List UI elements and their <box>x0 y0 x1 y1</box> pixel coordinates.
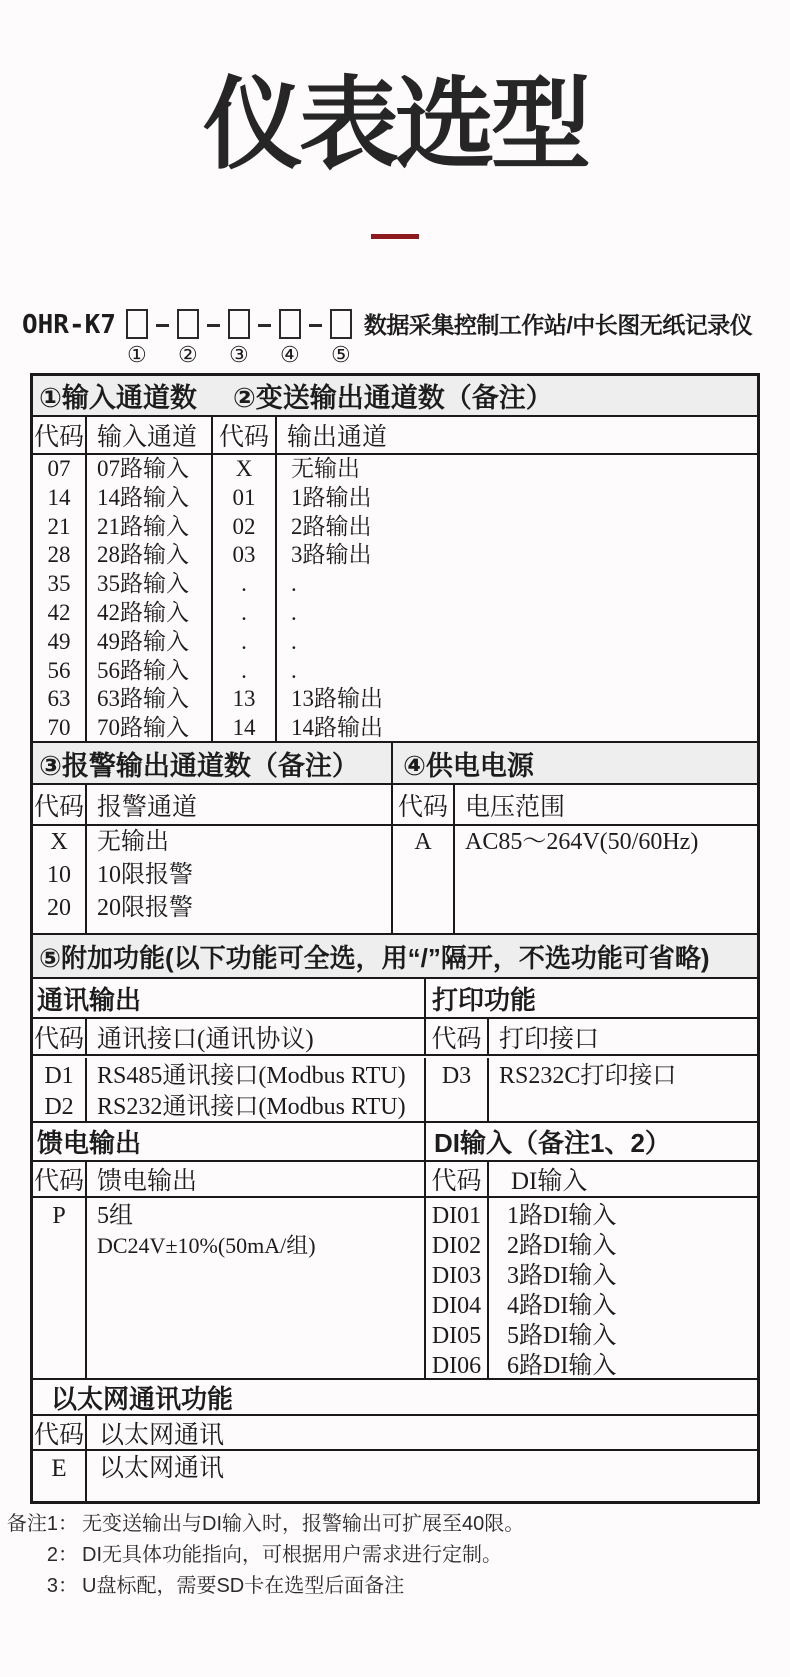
di-title: DI输入（备注1、2） <box>434 1128 671 1158</box>
io-header-row <box>33 417 757 455</box>
di-label: 1路DI输入 <box>507 1203 617 1229</box>
feed-title: 馈电输出 <box>33 1123 426 1160</box>
ethernet-body <box>33 1451 757 1501</box>
dash-separator <box>207 324 220 327</box>
model-slot-3 <box>228 309 250 367</box>
output-label: 1路输出 <box>291 484 372 510</box>
input-label: 28路输入 <box>97 542 189 568</box>
footnote-number: 3： <box>46 1575 78 1597</box>
slot-number-4: ④ <box>280 342 300 367</box>
power-label: AC85～264V(50/60Hz) <box>465 829 699 855</box>
output-label: 14路输出 <box>291 715 383 741</box>
model-code-row <box>22 309 790 367</box>
band-alarm-power <box>33 743 757 785</box>
input-label: 49路输入 <box>97 628 189 654</box>
footnote-number: 2： <box>46 1544 78 1566</box>
slot-number-3: ③ <box>229 342 249 367</box>
di-label: 2路DI输入 <box>507 1233 617 1259</box>
input-code: 49 <box>47 628 71 654</box>
output-label: 2路输出 <box>291 513 372 539</box>
model-slot-box-1 <box>126 309 148 339</box>
feed-label: 5组 <box>97 1203 133 1229</box>
output-code: . <box>241 599 247 625</box>
output-label: 无输出 <box>291 456 360 481</box>
feed-di-body <box>33 1198 757 1380</box>
power-col-header: 代码 <box>393 785 455 824</box>
input-label: 70路输入 <box>97 715 189 741</box>
di-col-header: DI输入 <box>511 1168 588 1195</box>
title-underline <box>371 234 419 239</box>
print-col-header: 代码 <box>426 1019 489 1054</box>
feed-di-header-row <box>33 1162 757 1198</box>
input-label: 35路输入 <box>97 571 189 597</box>
input-label: 56路输入 <box>97 657 189 683</box>
footnote-text: U盘标配，需要SD卡在选型后面备注 <box>82 1575 405 1597</box>
output-code: 14 <box>232 715 256 741</box>
comm-title: 通讯输出 <box>33 979 426 1017</box>
di-code: DI02 <box>431 1233 482 1259</box>
di-code: DI01 <box>431 1203 482 1229</box>
comm-code-column <box>33 1058 87 1121</box>
feed-di-title-row <box>33 1123 757 1162</box>
feed-col-header: 馈电输出 <box>87 1162 426 1196</box>
ethernet-title: 以太网通讯功能 <box>33 1380 757 1416</box>
model-slot-box-2 <box>177 309 199 339</box>
output-code: X <box>235 456 253 481</box>
model-slot-box-5 <box>330 309 352 339</box>
power-col-header: 电压范围 <box>465 793 566 821</box>
ethernet-code: E <box>51 1455 67 1482</box>
print-code-column <box>426 1058 489 1121</box>
output-label: . <box>291 657 297 683</box>
model-slot-2 <box>177 309 199 367</box>
feed-code-column <box>33 1198 87 1378</box>
model-slot-1 <box>126 309 148 367</box>
model-slot-box-3 <box>228 309 250 339</box>
slot-number-2: ② <box>178 342 198 367</box>
comm-code: D2 <box>44 1094 74 1120</box>
dash-separator <box>156 324 169 327</box>
feed-label-detail: DC24V±10%(50mA/组) <box>97 1233 316 1258</box>
di-label: 5路DI输入 <box>507 1323 617 1349</box>
page-title: 仪表选型 <box>203 69 587 181</box>
band-io-left: ①输入通道数 <box>39 383 197 413</box>
print-label: RS232C打印接口 <box>499 1063 677 1089</box>
dash-separator <box>309 324 322 327</box>
comm-label: RS232通讯接口(Modbus RTU) <box>97 1094 406 1120</box>
io-col-header: 代码 <box>33 417 87 453</box>
footnote-2 <box>0 1545 790 1566</box>
dash-separator <box>258 324 271 327</box>
comm-code: D1 <box>44 1063 74 1089</box>
output-label: 13路输出 <box>291 686 383 712</box>
band-power: ④供电电源 <box>393 743 757 783</box>
feed-col-header: 代码 <box>33 1162 87 1196</box>
input-code: 14 <box>47 484 71 510</box>
input-code: 21 <box>47 513 71 539</box>
input-label: 42路输入 <box>97 599 189 625</box>
power-label-column <box>455 826 757 933</box>
input-code: 28 <box>47 542 71 568</box>
input-label: 21路输入 <box>97 513 189 539</box>
di-code-column <box>426 1198 489 1378</box>
input-label-column <box>87 455 213 741</box>
input-code-column <box>33 455 87 741</box>
alarm-col-header: 代码 <box>33 785 87 824</box>
ethernet-label: 以太网通讯 <box>99 1455 225 1482</box>
output-code: 02 <box>232 513 256 539</box>
footnote-1 <box>0 1514 790 1535</box>
page <box>0 44 790 1597</box>
output-label: . <box>291 628 297 654</box>
print-title: 打印功能 <box>432 984 537 1015</box>
input-code: 35 <box>47 571 71 597</box>
output-code: 03 <box>232 542 256 568</box>
alarm-code: X <box>50 829 68 855</box>
comm-print-header-row <box>33 1019 757 1056</box>
output-label: . <box>291 571 297 597</box>
footnote-3 <box>0 1576 790 1597</box>
ethernet-code-column <box>33 1451 87 1501</box>
model-slot-4 <box>279 309 301 367</box>
footnote-text: DI无具体功能指向，可根据用户需求进行定制。 <box>82 1544 502 1566</box>
comm-print-body <box>33 1056 757 1123</box>
comm-print-title-row <box>33 979 757 1019</box>
print-label-column <box>489 1058 757 1121</box>
band-addons: ⑤附加功能(以下功能可全选，用“/”隔开，不选功能可省略) <box>33 935 757 979</box>
di-code: DI06 <box>431 1353 482 1379</box>
ethernet-header-row <box>33 1416 757 1451</box>
band-io <box>33 376 757 417</box>
di-code: DI05 <box>431 1323 482 1349</box>
alarm-col-header: 报警通道 <box>87 785 393 824</box>
input-code: 63 <box>47 686 71 712</box>
output-label: . <box>291 599 297 625</box>
input-code: 42 <box>47 599 71 625</box>
alarm-code: 10 <box>47 862 71 888</box>
di-code: DI04 <box>431 1293 482 1319</box>
comm-col-header: 通讯接口(通讯协议) <box>87 1019 426 1054</box>
alarm-label: 20限报警 <box>97 895 193 921</box>
output-code: . <box>241 628 247 654</box>
model-description: 数据采集控制工作站/中长图无纸记录仪 <box>363 312 753 338</box>
alarm-power-header-row <box>33 785 757 826</box>
output-code: . <box>241 657 247 683</box>
feed-label-column <box>87 1198 426 1378</box>
model-slot-box-4 <box>279 309 301 339</box>
input-code: 07 <box>47 456 71 481</box>
comm-col-header: 代码 <box>33 1019 87 1054</box>
selection-table <box>30 373 760 1504</box>
output-code: . <box>241 571 247 597</box>
output-code: 13 <box>232 686 256 712</box>
di-code: DI03 <box>431 1263 482 1289</box>
di-col-header: 代码 <box>426 1162 489 1196</box>
print-code: D3 <box>441 1063 472 1089</box>
alarm-label: 无输出 <box>97 829 169 855</box>
output-label: 3路输出 <box>291 542 372 568</box>
alarm-code: 20 <box>47 895 71 921</box>
di-label-column <box>489 1198 757 1378</box>
band-io-right: ②变送输出通道数（备注） <box>232 383 553 413</box>
feed-code: P <box>52 1203 66 1229</box>
band-alarm: ③报警输出通道数（备注） <box>33 743 393 783</box>
footnote-number: 备注1： <box>6 1513 78 1535</box>
alarm-label-column <box>87 826 393 933</box>
ethernet-col-header: 以太网通讯 <box>99 1421 225 1449</box>
input-code: 56 <box>47 657 71 683</box>
output-code-column <box>213 455 277 741</box>
output-code: 01 <box>232 484 256 510</box>
model-slot-5 <box>330 309 352 367</box>
io-col-header: 输入通道 <box>87 417 213 453</box>
comm-label-column <box>87 1058 426 1121</box>
ethernet-label-column <box>87 1451 757 1501</box>
model-prefix: OHR-K7 <box>22 310 116 340</box>
footnotes <box>0 1514 790 1597</box>
input-label: 63路输入 <box>97 686 189 712</box>
ethernet-col-header: 代码 <box>33 1416 87 1449</box>
di-label: 4路DI输入 <box>507 1293 617 1319</box>
input-code: 70 <box>47 715 71 741</box>
output-label-column <box>277 455 757 741</box>
io-col-header: 代码 <box>213 417 277 453</box>
power-code-column <box>393 826 455 933</box>
slot-number-5: ⑤ <box>331 342 351 367</box>
di-label: 6路DI输入 <box>507 1353 617 1379</box>
slot-number-1: ① <box>127 342 147 367</box>
power-code: A <box>414 829 432 855</box>
io-body <box>33 455 757 743</box>
input-label: 07路输入 <box>97 456 189 481</box>
input-label: 14路输入 <box>97 484 189 510</box>
alarm-power-body <box>33 826 757 935</box>
di-label: 3路DI输入 <box>507 1263 617 1289</box>
alarm-code-column <box>33 826 87 933</box>
comm-label: RS485通讯接口(Modbus RTU) <box>97 1063 406 1089</box>
footnote-text: 无变送输出与DI输入时，报警输出可扩展至40限。 <box>82 1513 525 1535</box>
print-col-header: 打印接口 <box>499 1025 600 1053</box>
io-col-header: 输出通道 <box>287 424 388 451</box>
alarm-label: 10限报警 <box>97 862 193 888</box>
